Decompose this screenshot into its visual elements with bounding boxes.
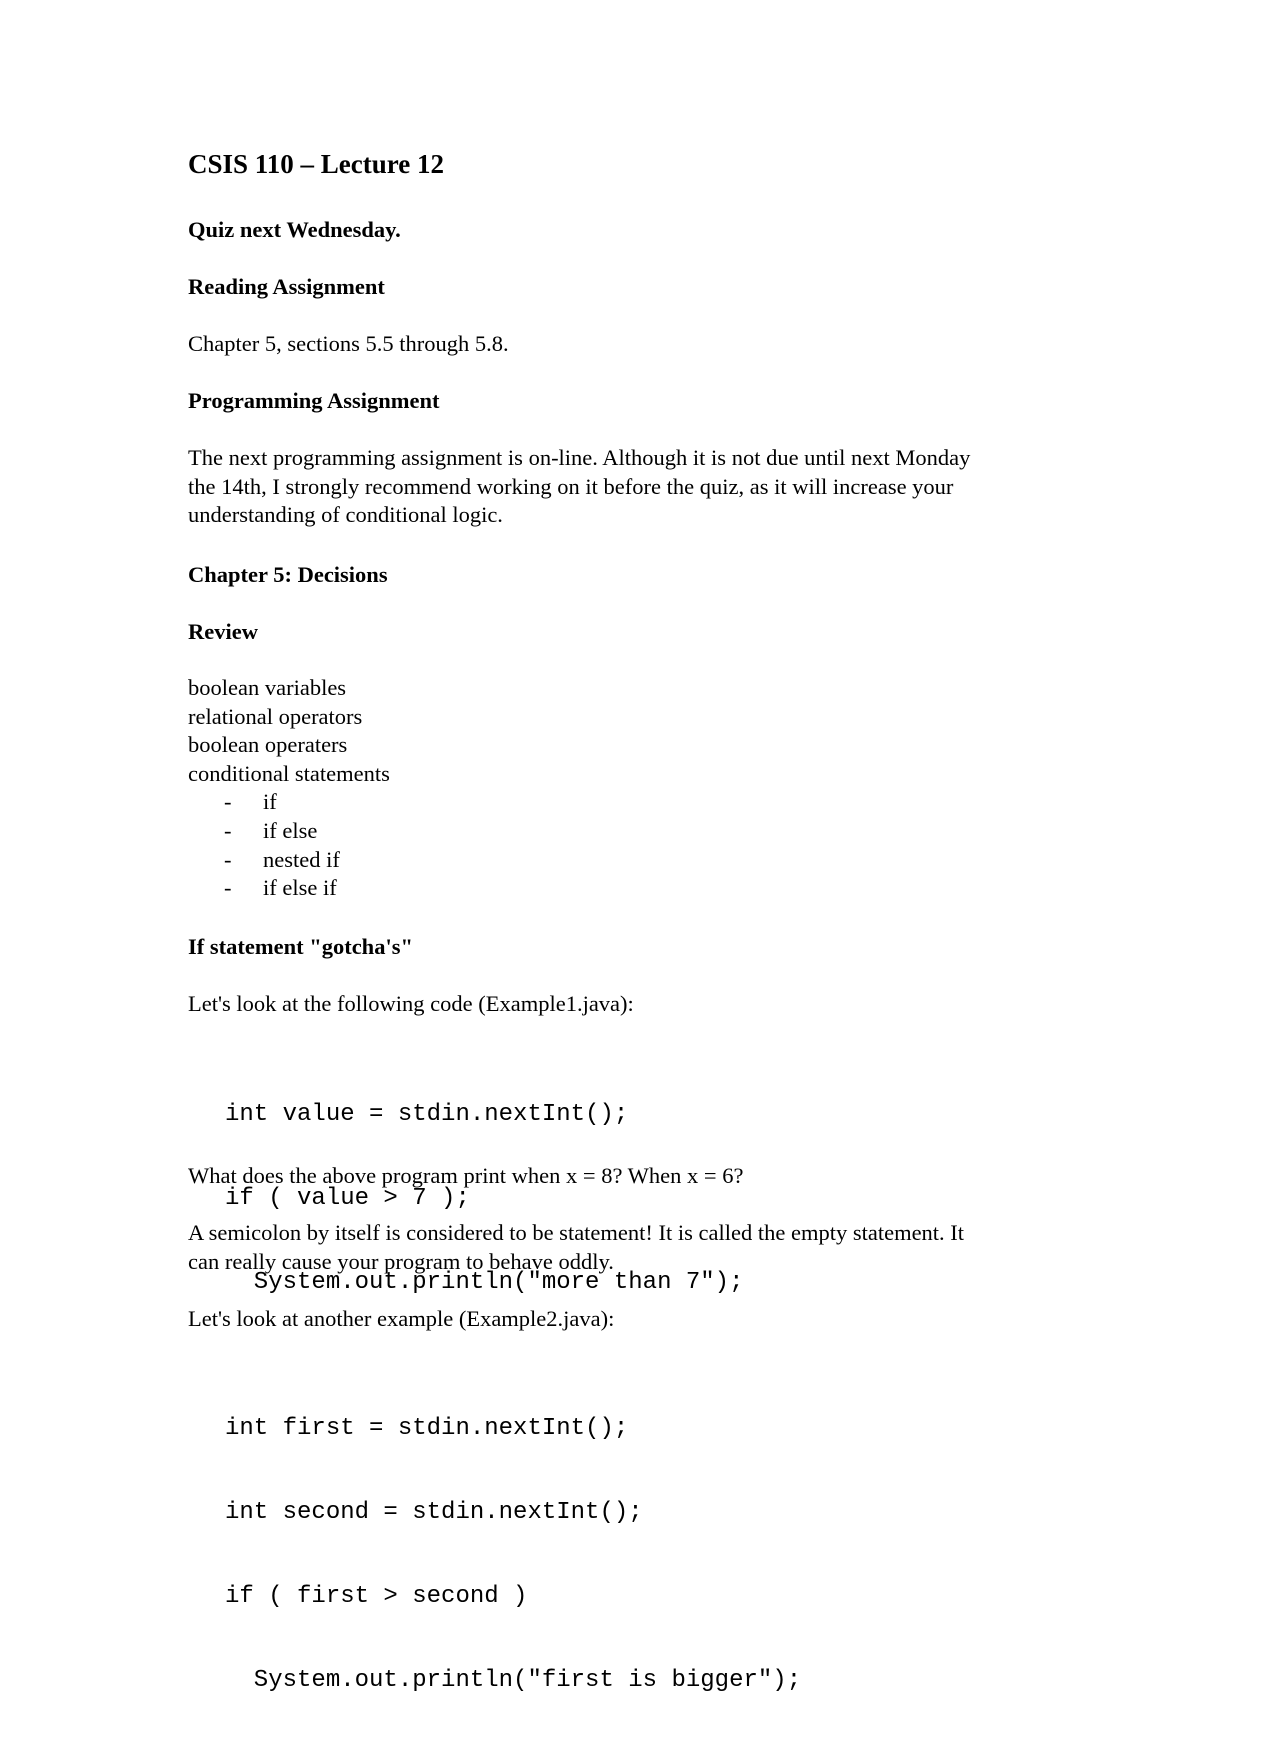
code-line: int first = stdin.nextInt(); bbox=[225, 1415, 629, 1442]
review-item: conditional statements bbox=[188, 760, 390, 786]
review-list bbox=[188, 674, 390, 903]
paragraph-line: understanding of conditional logic. bbox=[188, 502, 503, 528]
paragraph-line: The next programming assignment is on-line. Although it is not due until next Monday bbox=[188, 445, 971, 470]
code-block-example2 bbox=[225, 1359, 801, 1751]
review-item: boolean variables bbox=[188, 675, 347, 700]
paragraph-line: can really cause your program to behave oddly. bbox=[188, 1248, 614, 1274]
code-line: System.out.println("first is bigger"); bbox=[225, 1667, 802, 1694]
code-line: int value = stdin.nextInt(); bbox=[225, 1101, 629, 1128]
reading-assignment-heading: Reading Assignment bbox=[188, 274, 385, 299]
example2-intro: Let's look at another example (Example2.java): bbox=[188, 1306, 615, 1331]
bullet-dash: - bbox=[224, 846, 232, 872]
code-line: System.out.println("more than 7"); bbox=[225, 1269, 744, 1296]
bullet-dash: - bbox=[224, 789, 232, 815]
code-line: if ( value > 7 ); bbox=[225, 1185, 470, 1212]
example1-intro: Let's look at the following code (Example1.java): bbox=[188, 991, 634, 1016]
sub-list-item bbox=[188, 874, 390, 903]
programming-assignment-heading: Programming Assignment bbox=[188, 388, 440, 413]
code-line: int second = stdin.nextInt(); bbox=[225, 1499, 643, 1526]
sub-list-item bbox=[188, 817, 390, 846]
review-heading: Review bbox=[188, 619, 258, 644]
chapter-heading: Chapter 5: Decisions bbox=[188, 562, 388, 587]
paragraph-line: the 14th, I strongly recommend working on it before the quiz, as it will increase your bbox=[188, 473, 954, 499]
programming-assignment-paragraph bbox=[188, 444, 970, 530]
page-title: CSIS 110 – Lecture 12 bbox=[188, 149, 445, 179]
sub-list-item-text: if bbox=[263, 789, 277, 815]
gotchas-heading: If statement "gotcha's" bbox=[188, 934, 413, 959]
paragraph-line: A semicolon by itself is considered to be statement! It is called the empty statement. It bbox=[188, 1220, 965, 1245]
bullet-dash: - bbox=[224, 817, 232, 843]
sub-list-item bbox=[188, 846, 390, 875]
question-text: What does the above program print when x = 8? When x = 6? bbox=[188, 1163, 744, 1188]
sub-list-item-text: nested if bbox=[263, 846, 340, 872]
sub-list-item-text: if else bbox=[263, 817, 318, 843]
quiz-notice: Quiz next Wednesday. bbox=[188, 217, 401, 242]
review-item: boolean operaters bbox=[188, 732, 348, 758]
empty-statement-explanation bbox=[188, 1219, 964, 1276]
sub-list-item bbox=[188, 788, 390, 817]
review-item: relational operators bbox=[188, 703, 363, 729]
bullet-dash: - bbox=[224, 875, 232, 901]
reading-assignment-text: Chapter 5, sections 5.5 through 5.8. bbox=[188, 331, 509, 356]
sub-list-item-text: if else if bbox=[263, 875, 337, 901]
code-line: if ( first > second ) bbox=[225, 1583, 528, 1610]
